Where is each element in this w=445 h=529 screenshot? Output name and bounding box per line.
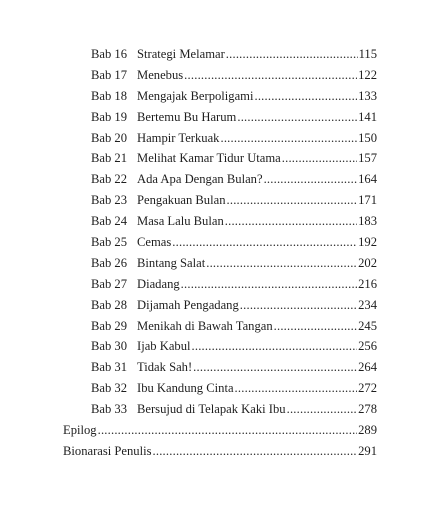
chapter-number: Bab 22 [91, 172, 128, 187]
toc-entry-line [137, 274, 377, 295]
toc-entry-bab-22 [0, 169, 445, 190]
page-number: 216 [358, 276, 377, 291]
toc-entry-bab-31 [0, 357, 445, 378]
dot-leader [274, 316, 357, 337]
toc-entry-line [137, 232, 377, 253]
section-title: Bionarasi Penulis [63, 443, 152, 458]
dot-leader [220, 128, 357, 149]
page-number: 234 [358, 297, 377, 312]
page-number: 264 [358, 360, 377, 375]
chapter-number: Bab 19 [91, 109, 128, 124]
table-of-contents [0, 44, 445, 462]
toc-entry-bab-16 [0, 44, 445, 65]
page-number: 164 [358, 172, 377, 187]
chapter-number: Bab 28 [91, 297, 128, 312]
chapter-title: Ibu Kandung Cinta [137, 381, 234, 396]
dot-leader [237, 107, 357, 128]
dot-leader [98, 420, 358, 441]
toc-entry-line [137, 148, 377, 169]
chapter-title: Mengajak Berpoligami [137, 88, 254, 103]
toc-entry-line [137, 65, 377, 86]
chapter-title: Pengakuan Bulan [137, 193, 226, 208]
dot-leader [282, 148, 357, 169]
page-number: 133 [358, 88, 377, 103]
dot-leader [184, 65, 357, 86]
toc-entry-line [137, 378, 377, 399]
chapter-number: Bab 23 [91, 193, 128, 208]
page-number: 150 [358, 130, 377, 145]
toc-entry-bab-26 [0, 253, 445, 274]
page-number: 183 [358, 214, 377, 229]
chapter-title: Bersujud di Telapak Kaki Ibu [137, 402, 286, 417]
toc-entry-bab-20 [0, 128, 445, 149]
toc-entry-bab-21 [0, 148, 445, 169]
dot-leader [227, 190, 358, 211]
toc-entry-bab-24 [0, 211, 445, 232]
toc-entry-line [137, 357, 377, 378]
chapter-title: Cemas [137, 235, 172, 250]
toc-entry-bab-29 [0, 316, 445, 337]
toc-entry-line [137, 295, 377, 316]
section-title: Epilog [63, 423, 97, 438]
dot-leader [193, 357, 357, 378]
toc-entry-bab-28 [0, 295, 445, 316]
chapter-title: Bertemu Bu Harum [137, 109, 237, 124]
dot-leader [172, 232, 357, 253]
dot-leader [181, 274, 357, 295]
chapter-title: Diadang [137, 276, 180, 291]
page-number: 256 [358, 339, 377, 354]
toc-entry-bab-32 [0, 378, 445, 399]
page-number: 141 [358, 109, 377, 124]
toc-entry-bab-30 [0, 336, 445, 357]
toc-entry-line [137, 336, 377, 357]
toc-entry-line [137, 253, 377, 274]
toc-entry-bab-19 [0, 107, 445, 128]
toc-entry-line [137, 44, 377, 65]
toc-entry-bab-25 [0, 232, 445, 253]
page-number: 272 [358, 381, 377, 396]
toc-entry-line [63, 420, 377, 441]
page-number: 202 [358, 255, 377, 270]
page-number: 278 [358, 402, 377, 417]
dot-leader [287, 399, 358, 420]
chapter-title: Strategi Melamar [137, 47, 225, 61]
dot-leader [206, 253, 357, 274]
chapter-title: Ada Apa Dengan Bulan? [137, 172, 263, 187]
toc-entry-line [137, 86, 377, 107]
page-number: 115 [358, 47, 377, 61]
dot-leader [254, 86, 357, 107]
chapter-title: Dijamah Pengadang [137, 297, 239, 312]
toc-entry-bab-27 [0, 274, 445, 295]
toc-entry-line [137, 399, 377, 420]
dot-leader [226, 44, 358, 65]
chapter-number: Bab 25 [91, 235, 128, 250]
chapter-number: Bab 27 [91, 276, 128, 291]
chapter-number: Bab 30 [91, 339, 128, 354]
chapter-title: Hampir Terkuak [137, 130, 220, 145]
chapter-number: Bab 21 [91, 151, 128, 166]
page-number: 157 [358, 151, 377, 166]
page-number: 291 [358, 443, 377, 458]
dot-leader [235, 378, 358, 399]
toc-entry-bab-18 [0, 86, 445, 107]
toc-entry-line [137, 211, 377, 232]
chapter-number: Bab 26 [91, 255, 128, 270]
chapter-number: Bab 29 [91, 318, 128, 333]
dot-leader [225, 211, 357, 232]
toc-entry-bab-33 [0, 399, 445, 420]
dot-leader [264, 169, 358, 190]
toc-entry-epilog [0, 420, 445, 441]
toc-entry-bab-17 [0, 65, 445, 86]
chapter-number: Bab 32 [91, 381, 128, 396]
chapter-number: Bab 24 [91, 214, 128, 229]
toc-entry-line [137, 169, 377, 190]
page-number: 171 [358, 193, 377, 208]
chapter-number: Bab 17 [91, 67, 128, 82]
toc-entry-line [137, 316, 377, 337]
chapter-number: Bab 33 [91, 402, 128, 417]
toc-entry-bab-23 [0, 190, 445, 211]
page-number: 192 [358, 235, 377, 250]
page-number: 122 [358, 67, 377, 82]
chapter-title: Tidak Sah! [137, 360, 193, 375]
chapter-number: Bab 18 [91, 88, 128, 103]
chapter-number: Bab 20 [91, 130, 128, 145]
chapter-number: Bab 16 [91, 47, 128, 61]
toc-entry-line [137, 190, 377, 211]
dot-leader [153, 441, 358, 462]
chapter-title: Menebus [137, 67, 184, 82]
page-number: 289 [358, 423, 377, 438]
chapter-title: Melihat Kamar Tidur Utama [137, 151, 281, 166]
chapter-title: Masa Lalu Bulan [137, 214, 224, 229]
dot-leader [240, 295, 357, 316]
toc-entry-line [137, 128, 377, 149]
toc-entry-line [137, 107, 377, 128]
chapter-number: Bab 31 [91, 360, 128, 375]
toc-entry-line [63, 441, 377, 462]
chapter-title: Menikah di Bawah Tangan [137, 318, 273, 333]
dot-leader [192, 336, 358, 357]
page-number: 245 [358, 318, 377, 333]
chapter-title: Bintang Salat [137, 255, 206, 270]
toc-entry-bionarasi-penulis [0, 441, 445, 462]
chapter-title: Ijab Kabul [137, 339, 191, 354]
